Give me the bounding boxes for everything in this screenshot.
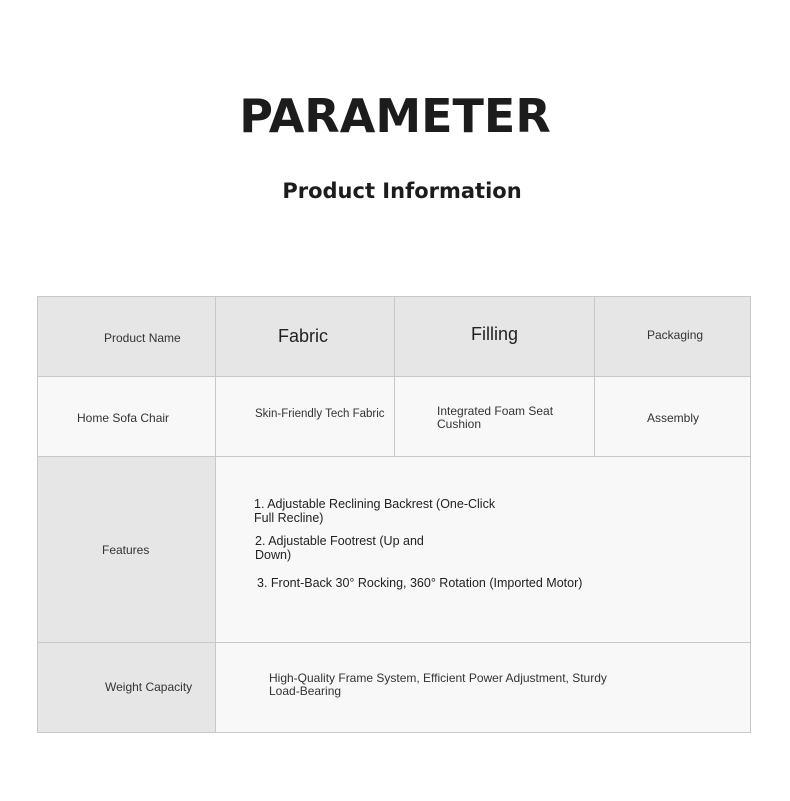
value-filling-line1: Integrated Foam Seat — [437, 404, 554, 418]
weight-value — [269, 672, 607, 698]
header-cell-packaging — [594, 296, 751, 377]
header-label-packaging: Packaging — [647, 328, 704, 342]
feature-2-line2: Down) — [255, 548, 292, 562]
header-cell-fabric — [215, 296, 395, 377]
value-product-name: Home Sofa Chair — [77, 411, 170, 425]
header-label-filling: Filling — [471, 324, 519, 344]
weight-label-cell — [37, 642, 216, 733]
features-label: Features — [102, 543, 150, 557]
weight-value-cell — [215, 642, 751, 733]
value-fabric: Skin-Friendly Tech Fabric — [255, 408, 385, 420]
value-cell-packaging — [594, 376, 751, 457]
feature-item-2 — [255, 534, 424, 562]
value-cell-fabric — [215, 376, 395, 457]
features-label-cell — [37, 456, 216, 643]
features-value-cell — [215, 456, 751, 643]
header-cell-filling — [394, 296, 595, 377]
value-cell-product-name — [37, 376, 216, 457]
weight-value-line1: High-Quality Frame System, Efficient Power Adjustment, Sturdy — [269, 671, 607, 685]
value-packaging: Assembly — [647, 411, 700, 425]
value-filling-line2: Cushion — [437, 417, 482, 431]
header-cell-product-name — [37, 296, 216, 377]
page-subtitle: Product Information — [282, 179, 522, 203]
feature-1-line2: Full Recline) — [254, 511, 324, 525]
header-label-fabric: Fabric — [278, 326, 329, 346]
page-title: PARAMETER — [239, 89, 551, 143]
value-filling — [437, 405, 553, 431]
feature-2-line1: 2. Adjustable Footrest (Up and — [255, 534, 424, 548]
feature-item-3 — [257, 576, 582, 590]
feature-3-line1: 3. Front-Back 30° Rocking, 360° Rotation (Imported Motor) — [257, 576, 583, 590]
weight-value-line2: Load-Bearing — [269, 684, 342, 698]
weight-label: Weight Capacity — [105, 680, 193, 694]
feature-item-1 — [254, 497, 495, 525]
feature-1-line1: 1. Adjustable Reclining Backrest (One-Click — [254, 497, 496, 511]
parameter-table — [37, 296, 751, 733]
header-label-product-name: Product Name — [104, 331, 181, 345]
value-cell-filling — [394, 376, 595, 457]
